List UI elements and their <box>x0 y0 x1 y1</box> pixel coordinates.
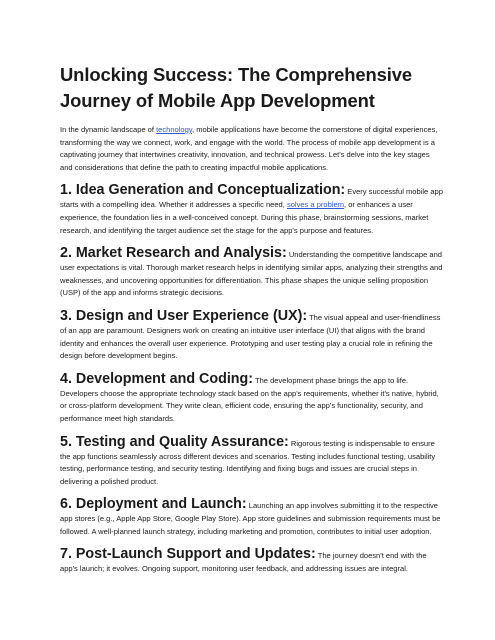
section-market-research <box>60 244 444 300</box>
section-post-launch <box>60 545 444 576</box>
section-design-ux <box>60 307 444 363</box>
technology-link[interactable]: technology <box>156 125 193 134</box>
section-text: Launching an app involves submitting it to the respective app stores (e.g., Apple App Store, Google Play Store). App store guidelines and submission requirements must be followed. A well-planned launch strategy, including marketing and promotion, contributes to initial user adoption. <box>60 501 441 536</box>
intro-paragraph <box>60 124 444 174</box>
section-testing-qa <box>60 433 444 489</box>
document-page <box>60 62 444 576</box>
section-text: The development phase brings the app to life. Developers choose the appropriate technology stack based on the app's requirements, whether it's native, hybrid, or cross-platform development. They write clean, efficient code, ensuring the app's functionality, security, and performance meet high standards. <box>60 375 439 423</box>
solves-a-problem-link[interactable]: solves a problem <box>286 200 344 210</box>
section-heading: 5. Testing and Quality Assurance: <box>60 433 289 450</box>
section-heading: 4. Development and Coding: <box>60 370 254 387</box>
intro-text-start: In the dynamic landscape of <box>60 125 157 134</box>
section-heading: 3. Design and User Experience (UX): <box>60 307 308 324</box>
section-heading: 2. Market Research and Analysis: <box>60 245 287 262</box>
section-text: Understanding the competitive landscape and user expectations is vital. Thorough market research helps in identifying similar apps, analyzing their strengths and weaknesses, and uncovering opportunities for differentiation. This phase shapes the unique selling proposition (USP) of the app and informs strategic decisions. <box>60 250 443 298</box>
section-text: The journey doesn't end with the app's launch; it evolves. Ongoing support, monitoring user feedback, and addressing issues are integral. <box>60 551 427 574</box>
section-text-end: , or enhances a user experience, the foundation lies in a well-conceived concept. During this phase, brainstorming sessions, market research, and identifying the target audience set the stage for the app's purpose and features. <box>60 200 429 235</box>
section-heading: 7. Post-Launch Support and Updates: <box>60 546 316 563</box>
section-text: The visual appeal and user-friendliness of an app are paramount. Designers work on creating an intuitive user interface (UI) that aligns with the brand identity and enhances the overall user experience. Prototyping and user testing play a crucial role in refining the design before development begins. <box>60 312 441 361</box>
section-deployment-launch <box>60 495 444 538</box>
section-text-start: Every successful mobile app starts with a compelling idea. Whether it addresses a specific need, <box>60 187 443 210</box>
section-idea-generation <box>60 181 444 237</box>
section-text: Rigorous testing is indispensable to ensure the app functions seamlessly across different devices and scenarios. Testing includes functional testing, usability testing, performance testing, and security testing. Identifying and fixing bugs and issues are crucial steps in delivering a polished product. <box>60 438 436 486</box>
document-title: Unlocking Success: The Comprehensive Journey of Mobile App Development <box>60 64 413 111</box>
section-heading: 1. Idea Generation and Conceptualization: <box>60 182 346 199</box>
section-heading: 6. Deployment and Launch: <box>60 496 247 513</box>
intro-text-end: , mobile applications have become the cornerstone of digital experiences, transforming the way we connect, work, and engage with the world. The process of mobile app development is a captivating journey that intertwines creativity, innovation, and technical prowess. Let's delve into the key stages and considerations that define the path to creating impactful mobile applications. <box>60 125 438 172</box>
section-development-coding <box>60 370 444 426</box>
